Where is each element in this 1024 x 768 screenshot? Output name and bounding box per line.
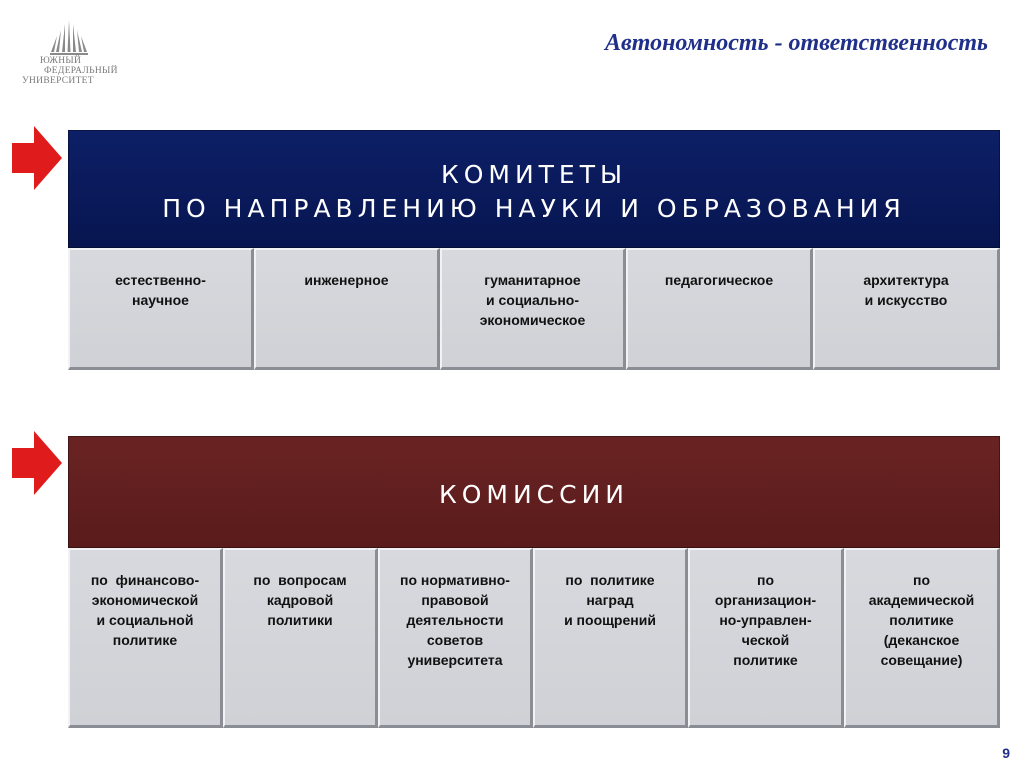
logo-line-2: ФЕДЕРАЛЬНЫЙ	[44, 66, 118, 76]
committee-engineering: инженерное	[254, 248, 440, 370]
commission-academic: по академической политике (деканское совещание)	[844, 548, 1000, 728]
committee-architecture: архитектура и искусство	[813, 248, 1000, 370]
committee-humanities: гуманитарное и социально- экономическое	[440, 248, 626, 370]
university-logo	[18, 18, 128, 88]
committee-natural-sciences: естественно- научное	[68, 248, 254, 370]
committees-title-line2: ПО НАПРАВЛЕНИЮ НАУКИ И ОБРАЗОВАНИЯ	[162, 194, 906, 223]
commission-financial: по финансово- экономической и социальной политике	[68, 548, 223, 728]
commissions-header	[68, 436, 1000, 548]
commission-management: по организацион- но-управлен- ческой политике	[688, 548, 844, 728]
logo-line-3: УНИВЕРСИТЕТ	[22, 76, 94, 86]
pointer-arrow-icon	[12, 431, 62, 495]
commissions-list	[68, 548, 1000, 728]
commission-awards: по политике наград и поощрений	[533, 548, 688, 728]
committees-block	[68, 130, 1000, 370]
committees-list	[68, 248, 1000, 370]
commission-personnel: по вопросам кадровой политики	[223, 548, 378, 728]
logo-fan-icon	[46, 18, 92, 58]
pointer-arrow-icon	[12, 126, 62, 190]
page-number: 9	[1002, 745, 1010, 761]
commissions-block	[68, 436, 1000, 728]
committee-pedagogy: педагогическое	[626, 248, 813, 370]
committees-header	[68, 130, 1000, 248]
slide-title: Автономность - ответственность	[605, 30, 988, 56]
commissions-title: КОМИССИИ	[438, 480, 629, 509]
committees-title-line1: КОМИТЕТЫ	[440, 160, 628, 189]
logo-line-1: ЮЖНЫЙ	[40, 56, 82, 66]
commission-legal: по нормативно- правовой деятельности советов университета	[378, 548, 533, 728]
